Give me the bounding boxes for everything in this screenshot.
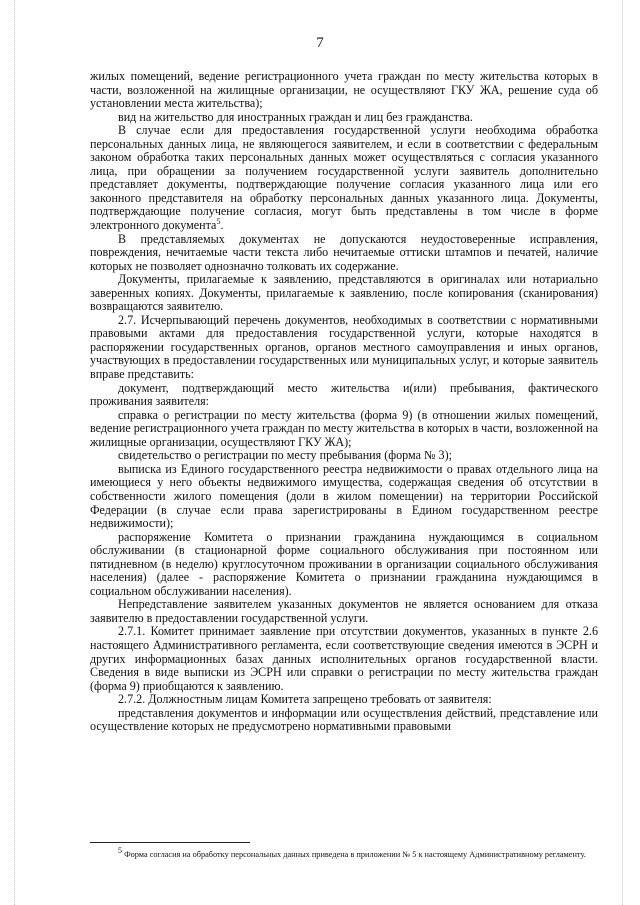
paragraph: [90, 693, 598, 707]
footnote-reference: 5: [216, 216, 221, 226]
paragraph: [90, 124, 598, 232]
paragraph-tail: .: [220, 218, 224, 233]
scan-left-edge: [14, 0, 15, 905]
paragraph-text: В представляемых документах не допускаются неудостоверенные исправления, повреждения, нечитаемые части текста либо нечитаемые оттиски штампов и печатей, наличие которых не позволяет однозначно толковать их содержание.: [90, 231, 598, 273]
paragraph: [90, 233, 598, 274]
paragraph-text: представления документов и информации или осуществления действий, представление или осуществление которых не предусмотрено нормативными правовыми: [90, 705, 598, 734]
paragraph: [90, 463, 598, 531]
body-text: [90, 70, 598, 734]
paragraph: [90, 449, 598, 463]
paragraph: [90, 598, 598, 625]
paragraph-text: В случае если для предоставления государственной услуги необходима обработка персональных данных лица, не являющегося заявителем, и если в соответствии с федеральным законом обработка таких персональных данных может осуществляться с согласия указанного лица, при обращении за получением государственной услуги заявитель дополнительно представляет документы, подтверждающие получение согласия указанного лица или его законного представителя на обработку персональных данных указанного лица. Документы, подтверждающие получение согласия, могут быть представлены в том числе в форме электронного документа: [90, 123, 598, 233]
paragraph-text: справка о регистрации по месту жительства (форма 9) (в отношении жилых помещений, ведение регистрационного учета граждан по месту жительства в которых в части, возложенной на жилищные организации, осуществляют ГКУ ЖА);: [90, 407, 598, 449]
paragraph-text: Непредставление заявителем указанных документов не является основанием для отказа заявителю в предоставлении государственной услуги.: [90, 597, 598, 625]
paragraph: [90, 625, 598, 693]
paragraph: [90, 111, 598, 125]
page-number: 7: [316, 35, 324, 51]
paragraph: [90, 707, 598, 734]
paragraph: [90, 409, 598, 450]
paragraph: [90, 531, 598, 599]
footnote-mark: 5: [118, 846, 122, 856]
paragraph-text: 2.7. Исчерпывающий перечень документов, необходимых в соответствии с нормативными правовыми актами для предоставления государственной услуги, которые находятся в распоряжении государственных органов, органов местного самоуправления и иных органов, участвующих в предоставлении государственных или муниципальных услуг, и которые заявитель вправе представить:: [90, 312, 598, 382]
scan-right-edge: [622, 0, 623, 905]
paragraph-text: выписка из Единого государственного реестра недвижимости о правах отдельного лица на имеющиеся у него объекты недвижимого имущества, содержащая сведения об отсутствии в собственности жилого помещения (доли в жилом помещении) на территории Российской Федерации (в случае если права зарегистрированы в Едином государственном реестре недвижимости);: [90, 461, 598, 531]
paragraph-text: 2.7.2. Должностным лицам Комитета запрещено требовать от заявителя:: [118, 692, 492, 707]
paragraph-text: свидетельство о регистрации по месту пребывания (форма № 3);: [118, 448, 452, 463]
paragraph: [90, 70, 598, 111]
paragraph: [90, 382, 598, 409]
footnote-separator: [90, 842, 250, 843]
paragraph-text: 2.7.1. Комитет принимает заявление при отсутствии документов, указанных в пункте 2.6 настоящего Административного регламента, если соответствующие сведения имеются в ЭСРН и других информационных базах данных исполнительных органов государственной власти. Сведения в виде выписки из ЭСРН или справки о регистрации по месту жительства граждан (форма 9) приобщаются к заявлению.: [90, 624, 598, 693]
paragraph-text: жилых помещений, ведение регистрационного учета граждан по месту жительства которых в части, возложенной на жилищные организации, не осуществляют ГКУ ЖА, решение суда об установлении места жительства);: [90, 69, 598, 111]
footnote: [90, 846, 598, 860]
paragraph: [90, 314, 598, 382]
paragraph-text: документ, подтверждающий место жительства и(или) пребывания, фактического проживания заявителя:: [90, 380, 598, 409]
paragraph: [90, 273, 598, 314]
paragraph-text: вид на жительство для иностранных граждан и лиц без гражданства.: [118, 109, 473, 124]
paragraph-text: Документы, прилагаемые к заявлению, представляются в оригиналах или нотариально заверенных копиях. Документы, прилагаемые к заявлению, после копирования (сканирования) возвращаются заявителю.: [90, 272, 598, 314]
footnote-text: Форма согласия на обработку персональных данных приведена в приложении № 5 к настоящему Административному регламенту.: [122, 850, 586, 859]
paragraph-text: распоряжение Комитета о признании гражданина нуждающимся в социальном обслуживании (в стационарной форме социального обслуживания при постоянном или пятидневном (в неделю) круглосуточном проживании в организации социального обслуживания населения) (далее - распоряжение Комитета о признании гражданина нуждающимся в социальном обслуживании населения).: [90, 529, 598, 598]
